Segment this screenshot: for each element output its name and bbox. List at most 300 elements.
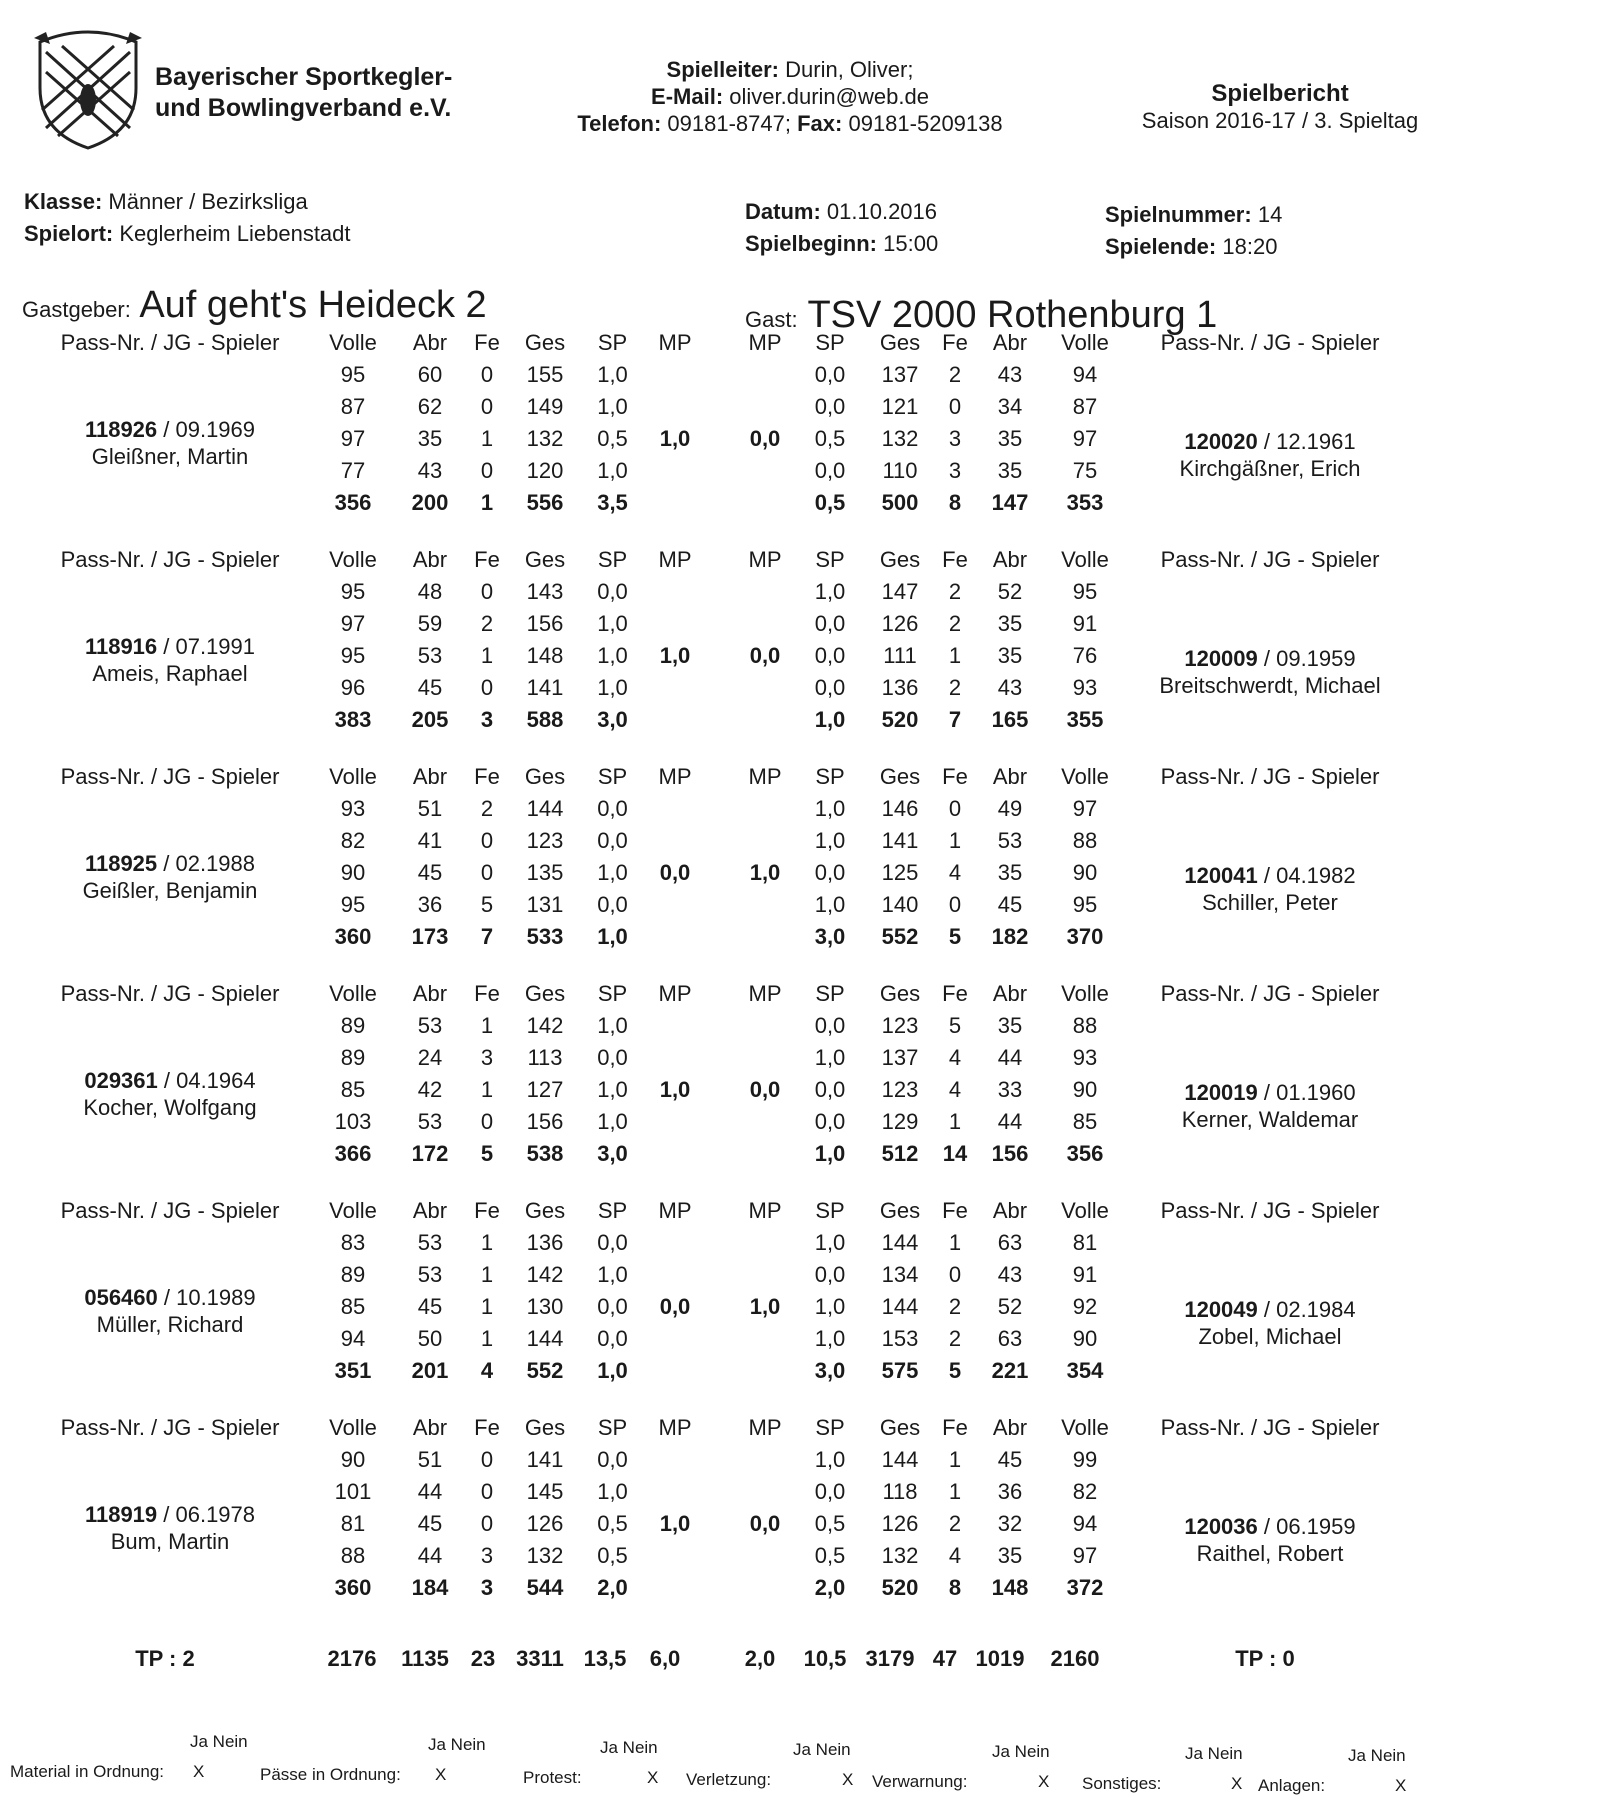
guest-fe-header: Fe (942, 1415, 968, 1440)
home-volle-value: 95 (340, 643, 366, 668)
home-sp-value: 1,0 (597, 1109, 628, 1134)
guest-fe-header: Fe (942, 1198, 968, 1223)
guest-sp-header: SP (815, 547, 845, 572)
guest-mp-value: 0,0 (749, 1077, 781, 1102)
home-abr-header: Abr (412, 1198, 448, 1223)
home-player-name: Bum, Martin (110, 1529, 230, 1554)
guest-mp-header: MP (748, 1198, 782, 1223)
lane-row (0, 1230, 1600, 1262)
guest-total-mp: 2,0 (744, 1646, 776, 1671)
home-volle-value: 95 (340, 579, 366, 604)
guest-player-name: Zobel, Michael (1198, 1324, 1342, 1349)
guest-abr-total: 148 (991, 1575, 1029, 1600)
guest-ges-value: 121 (881, 394, 919, 419)
footer-item-mark: X (193, 1762, 205, 1781)
footer-item-label: Material in Ordnung: (10, 1762, 165, 1781)
guest-abr-total: 156 (991, 1141, 1029, 1166)
home-volle-value: 101 (334, 1479, 372, 1504)
home-volle-value: 97 (340, 426, 366, 451)
guest-ges-total: 520 (881, 707, 919, 732)
guest-fe-header: Fe (942, 764, 968, 789)
guest-mp-value: 1,0 (749, 1294, 781, 1319)
beginn-label: Spielbeginn: (745, 231, 877, 256)
home-player (40, 1501, 300, 1555)
datum-label: Datum: (745, 199, 821, 224)
footer-item-label: Anlagen: (1258, 1776, 1326, 1795)
player-total-row (0, 1575, 1600, 1607)
home-sp-header: SP (597, 1198, 628, 1223)
guest-sp-value: 0,0 (814, 1109, 846, 1134)
home-ges-header: Ges (524, 1198, 566, 1223)
match-meta-right (1105, 199, 1282, 263)
guest-abr-value: 49 (997, 796, 1023, 821)
guest-volle-value: 88 (1072, 1013, 1098, 1038)
home-fe-value: 1 (480, 1077, 494, 1102)
home-sp-total: 3,0 (597, 1141, 628, 1166)
home-abr-value: 44 (417, 1543, 443, 1568)
guest-ges-total: 520 (881, 1575, 919, 1600)
guest-abr-value: 35 (997, 426, 1023, 451)
datum-value: 01.10.2016 (826, 199, 938, 224)
home-team-label: Gastgeber: (22, 297, 131, 322)
spielort-value: Keglerheim Liebenstadt (119, 221, 351, 246)
home-volle-value: 85 (340, 1077, 366, 1102)
guest-ges-value: 134 (881, 1262, 919, 1287)
column-header-row (0, 981, 1600, 1013)
guest-ges-value: 137 (881, 1045, 919, 1070)
home-sp-value: 1,0 (597, 643, 628, 668)
home-player-name: Kocher, Wolfgang (83, 1095, 257, 1120)
home-volle-value: 90 (340, 860, 366, 885)
home-fe-header: Fe (474, 981, 500, 1006)
guest-sp-header: SP (815, 764, 845, 789)
guest-fe-value: 0 (948, 892, 962, 917)
home-volle-header: Volle (329, 764, 377, 789)
home-sp-total: 1,0 (597, 924, 628, 949)
guest-sp-value: 0,0 (814, 1013, 846, 1038)
guest-abr-value: 44 (997, 1045, 1023, 1070)
spielleiter-value: Durin, Oliver; (785, 57, 914, 82)
match-meta-left (24, 186, 351, 250)
guest-sp-value: 0,0 (814, 1479, 846, 1504)
home-sp-header: SP (597, 330, 628, 355)
home-sp-total: 2,0 (597, 1575, 628, 1600)
footer-item-mark: X (1231, 1774, 1243, 1793)
guest-ges-value: 123 (881, 1077, 919, 1102)
home-abr-value: 51 (417, 796, 443, 821)
home-pass-number: 118919 (84, 1502, 158, 1527)
guest-player-id (1140, 862, 1400, 889)
guest-ges-value: 144 (881, 1447, 919, 1472)
guest-volle-value: 95 (1072, 892, 1098, 917)
footer-item-mark: X (435, 1765, 447, 1784)
guest-ges-header: Ges (879, 1198, 921, 1223)
home-volle-header: Volle (329, 547, 377, 572)
guest-fe-value: 4 (948, 1543, 962, 1568)
home-ges-header: Ges (524, 547, 566, 572)
org-line-1: Bayerischer Sportkegler- (155, 63, 453, 91)
guest-ges-value: 123 (881, 1013, 919, 1038)
beginn-value: 15:00 (883, 231, 939, 256)
guest-abr-total: 182 (991, 924, 1029, 949)
guest-sp-total: 3,0 (814, 1358, 846, 1383)
home-player (40, 633, 300, 687)
guest-fe-total: 14 (942, 1141, 968, 1166)
home-sp-value: 0,0 (597, 1045, 628, 1070)
guest-fe-header: Fe (942, 330, 968, 355)
home-birth-date: / 09.1969 (157, 417, 256, 442)
home-birth-date: / 10.1989 (157, 1285, 256, 1310)
home-mp-value: 0,0 (659, 860, 691, 885)
guest-player (1140, 645, 1400, 699)
guest-mp-header: MP (748, 981, 782, 1006)
home-abr-value: 51 (417, 1447, 443, 1472)
home-player (40, 416, 300, 470)
guest-fe-value: 2 (948, 1511, 962, 1536)
guest-abr-value: 45 (997, 892, 1023, 917)
guest-player (1140, 1513, 1400, 1567)
home-volle-total: 360 (334, 924, 372, 949)
home-abr-value: 44 (417, 1479, 443, 1504)
guest-volle-value: 93 (1072, 675, 1098, 700)
guest-sp-total: 1,0 (814, 707, 846, 732)
home-sp-value: 1,0 (597, 458, 628, 483)
home-fe-value: 2 (480, 611, 494, 636)
guest-sp-value: 0,0 (814, 675, 846, 700)
player-total-row (0, 924, 1600, 956)
guest-ges-total: 500 (881, 490, 919, 515)
home-volle-header: Volle (329, 330, 377, 355)
ja-nein-header: Ja Nein (600, 1738, 658, 1757)
guest-ges-value: 140 (881, 892, 919, 917)
home-total-abr: 1135 (401, 1646, 449, 1671)
home-volle-total: 351 (334, 1358, 372, 1383)
guest-abr-value: 53 (997, 828, 1023, 853)
guest-fe-value: 1 (948, 1479, 962, 1504)
guest-fe-value: 1 (948, 1447, 962, 1472)
home-sp-value: 0,0 (597, 1326, 628, 1351)
home-ges-value: 120 (526, 458, 564, 483)
home-fe-value: 2 (480, 796, 494, 821)
email-label: E-Mail: (651, 84, 724, 109)
home-ges-total: 538 (526, 1141, 564, 1166)
guest-fe-value: 1 (948, 643, 962, 668)
spielleiter-label: Spielleiter: (666, 57, 779, 82)
home-pass-number: 118916 (84, 634, 158, 659)
home-fe-header: Fe (474, 764, 500, 789)
home-birth-date: / 06.1978 (157, 1502, 256, 1527)
home-ges-value: 127 (526, 1077, 564, 1102)
home-abr-value: 53 (417, 1013, 443, 1038)
guest-ges-value: 144 (881, 1230, 919, 1255)
home-mp-value: 1,0 (659, 1077, 691, 1102)
guest-ges-value: 137 (881, 362, 919, 387)
home-ges-value: 144 (526, 1326, 564, 1351)
footer-item-label: Verletzung: (686, 1770, 772, 1789)
match-block (0, 981, 1600, 1191)
home-fe-value: 0 (480, 828, 494, 853)
home-fe-value: 0 (480, 1479, 494, 1504)
home-total-fe: 23 (470, 1646, 496, 1671)
guest-ges-value: 146 (881, 796, 919, 821)
home-abr-total: 201 (411, 1358, 449, 1383)
home-abr-value: 24 (417, 1045, 443, 1070)
home-sp-value: 0,0 (597, 1447, 628, 1472)
fax-label: Fax: (797, 111, 843, 136)
spielort-label: Spielort: (24, 221, 114, 246)
player-total-row (0, 490, 1600, 522)
home-ges-value: 132 (526, 426, 564, 451)
guest-abr-value: 52 (997, 579, 1023, 604)
home-player-name: Gleißner, Martin (91, 444, 249, 469)
guest-sp-header: SP (815, 1198, 845, 1223)
klasse-value: Männer / Bezirksliga (108, 189, 308, 214)
home-player-id (40, 633, 300, 660)
home-player-id (40, 416, 300, 443)
home-abr-total: 184 (411, 1575, 449, 1600)
guest-abr-value: 35 (997, 1013, 1023, 1038)
player-total-row (0, 707, 1600, 739)
home-fe-value: 1 (480, 1262, 494, 1287)
home-player-column-header: Pass-Nr. / JG - Spieler (60, 1415, 280, 1440)
guest-volle-total: 370 (1066, 924, 1104, 949)
home-abr-value: 43 (417, 458, 443, 483)
guest-abr-value: 35 (997, 643, 1023, 668)
home-ges-value: 113 (527, 1045, 563, 1070)
document-title: Spielbericht (1211, 80, 1349, 107)
home-fe-value: 0 (480, 579, 494, 604)
guest-fe-value: 2 (948, 362, 962, 387)
guest-abr-value: 43 (997, 1262, 1023, 1287)
guest-sp-value: 1,0 (814, 1230, 846, 1255)
home-abr-value: 48 (417, 579, 443, 604)
guest-ges-value: 118 (882, 1479, 918, 1504)
home-ges-total: 588 (526, 707, 564, 732)
home-abr-value: 60 (417, 362, 443, 387)
home-fe-header: Fe (474, 330, 500, 355)
guest-volle-value: 91 (1072, 611, 1098, 636)
guest-fe-value: 1 (948, 828, 962, 853)
guest-sp-value: 1,0 (814, 1326, 846, 1351)
home-fe-value: 0 (480, 394, 494, 419)
guest-sp-value: 1,0 (814, 828, 846, 853)
home-sp-value: 0,0 (597, 579, 628, 604)
home-ges-value: 130 (526, 1294, 564, 1319)
guest-volle-value: 85 (1072, 1109, 1098, 1134)
home-abr-value: 45 (417, 1294, 443, 1319)
home-abr-value: 41 (417, 828, 443, 853)
guest-sp-value: 0,0 (814, 1077, 846, 1102)
guest-abr-value: 43 (997, 362, 1023, 387)
guest-fe-value: 2 (948, 675, 962, 700)
guest-abr-value: 35 (997, 1543, 1023, 1568)
fax-value: 09181-5209138 (848, 111, 1003, 136)
home-sp-value: 1,0 (597, 1077, 628, 1102)
home-abr-value: 53 (417, 1262, 443, 1287)
guest-player-column-header: Pass-Nr. / JG - Spieler (1160, 981, 1380, 1006)
home-sp-header: SP (597, 1415, 628, 1440)
home-abr-header: Abr (412, 330, 448, 355)
home-abr-value: 36 (417, 892, 443, 917)
guest-pass-number: 120049 (1184, 1297, 1258, 1322)
guest-total-volle: 2160 (1050, 1646, 1100, 1671)
home-player-column-header: Pass-Nr. / JG - Spieler (60, 330, 280, 355)
home-fe-value: 1 (480, 1326, 494, 1351)
home-fe-total: 4 (480, 1358, 494, 1383)
home-abr-total: 200 (411, 490, 449, 515)
guest-volle-value: 94 (1072, 1511, 1098, 1536)
guest-sp-value: 1,0 (814, 1045, 846, 1070)
home-mp-header: MP (658, 764, 692, 789)
home-pass-number: 056460 (84, 1285, 158, 1310)
home-volle-value: 89 (340, 1262, 366, 1287)
guest-volle-value: 97 (1072, 1543, 1098, 1568)
guest-ges-value: 141 (881, 828, 919, 853)
home-fe-value: 0 (480, 860, 494, 885)
player-total-row (0, 1358, 1600, 1390)
guest-volle-value: 81 (1072, 1230, 1098, 1255)
home-fe-total: 1 (480, 490, 494, 515)
home-abr-header: Abr (412, 764, 448, 789)
guest-abr-value: 35 (997, 611, 1023, 636)
home-volle-total: 360 (334, 1575, 372, 1600)
column-header-row (0, 330, 1600, 362)
home-abr-value: 59 (417, 611, 443, 636)
home-fe-value: 0 (480, 458, 494, 483)
home-ges-total: 544 (526, 1575, 564, 1600)
guest-abr-value: 32 (997, 1511, 1023, 1536)
home-fe-total: 5 (480, 1141, 494, 1166)
lane-row (0, 1013, 1600, 1045)
guest-volle-value: 75 (1072, 458, 1098, 483)
guest-sp-value: 0,0 (814, 1262, 846, 1287)
lane-row (0, 796, 1600, 828)
guest-mp-value: 0,0 (749, 643, 781, 668)
guest-ges-value: 129 (881, 1109, 919, 1134)
guest-sp-value: 1,0 (814, 796, 846, 821)
home-player (40, 1067, 300, 1121)
home-fe-value: 3 (480, 1543, 494, 1568)
home-sp-value: 1,0 (597, 1479, 628, 1504)
guest-ges-value: 144 (881, 1294, 919, 1319)
guest-fe-value: 2 (948, 579, 962, 604)
home-volle-header: Volle (329, 1198, 377, 1223)
home-player-name: Ameis, Raphael (92, 661, 248, 686)
guest-pass-number: 120041 (1184, 863, 1258, 888)
guest-team-name: TSV 2000 Rothenburg 1 (807, 294, 1218, 336)
home-sp-value: 1,0 (597, 1262, 628, 1287)
home-fe-value: 1 (480, 1013, 494, 1038)
home-abr-value: 45 (417, 675, 443, 700)
lane-row (0, 1447, 1600, 1479)
home-abr-header: Abr (412, 1415, 448, 1440)
guest-volle-value: 76 (1072, 643, 1098, 668)
home-volle-value: 90 (340, 1447, 366, 1472)
home-fe-header: Fe (474, 1415, 500, 1440)
guest-fe-value: 2 (948, 1294, 962, 1319)
guest-sp-total: 2,0 (814, 1575, 846, 1600)
guest-total-sp: 10,5 (803, 1646, 847, 1671)
home-pass-number: 118925 (84, 851, 158, 876)
guest-total-ges: 3179 (865, 1646, 915, 1671)
organization-name (155, 62, 452, 124)
home-total-sp: 13,5 (583, 1646, 627, 1671)
ja-nein-header: Ja Nein (1185, 1744, 1243, 1763)
guest-birth-date: / 02.1984 (1257, 1297, 1356, 1322)
guest-total-abr: 1019 (975, 1646, 1025, 1671)
guest-fe-total: 7 (948, 707, 962, 732)
guest-mp-value: 1,0 (749, 860, 781, 885)
footer-item-label: Protest: (523, 1768, 582, 1787)
guest-ges-total: 575 (881, 1358, 919, 1383)
ende-label: Spielende: (1105, 234, 1217, 259)
telefon-label: Telefon: (577, 111, 662, 136)
home-player-id (40, 1284, 300, 1311)
home-volle-value: 103 (334, 1109, 372, 1134)
guest-sp-total: 1,0 (814, 1141, 846, 1166)
guest-ges-header: Ges (879, 764, 921, 789)
home-volle-value: 96 (340, 675, 366, 700)
season-info: Saison 2016-17 / 3. Spieltag (1141, 108, 1419, 133)
guest-birth-date: / 01.1960 (1257, 1080, 1356, 1105)
home-abr-value: 45 (417, 1511, 443, 1536)
home-mp-header: MP (658, 1415, 692, 1440)
guest-pass-number: 120036 (1184, 1514, 1258, 1539)
home-volle-value: 95 (340, 892, 366, 917)
guest-player-id (1140, 1079, 1400, 1106)
home-fe-value: 1 (480, 643, 494, 668)
home-player (40, 850, 300, 904)
home-abr-value: 53 (417, 1230, 443, 1255)
home-team (22, 284, 487, 327)
guest-player-id (1140, 1296, 1400, 1323)
home-birth-date: / 02.1988 (157, 851, 256, 876)
guest-pass-number: 120019 (1184, 1080, 1258, 1105)
guest-abr-header: Abr (992, 547, 1028, 572)
guest-mp-header: MP (748, 330, 782, 355)
guest-ges-header: Ges (879, 1415, 921, 1440)
guest-abr-value: 45 (997, 1447, 1023, 1472)
guest-fe-value: 0 (948, 394, 962, 419)
home-ges-value: 132 (526, 1543, 564, 1568)
home-sp-value: 0,5 (597, 426, 628, 451)
guest-player-column-header: Pass-Nr. / JG - Spieler (1160, 330, 1380, 355)
home-abr-header: Abr (412, 547, 448, 572)
home-abr-total: 205 (411, 707, 449, 732)
guest-fe-value: 2 (948, 611, 962, 636)
guest-fe-total: 5 (948, 924, 962, 949)
column-header-row (0, 547, 1600, 579)
guest-ges-header: Ges (879, 981, 921, 1006)
guest-abr-header: Abr (992, 330, 1028, 355)
home-abr-total: 172 (411, 1141, 449, 1166)
home-sp-value: 1,0 (597, 1013, 628, 1038)
guest-fe-value: 4 (948, 1045, 962, 1070)
home-ges-value: 141 (526, 1447, 564, 1472)
guest-volle-total: 354 (1066, 1358, 1104, 1383)
home-ges-value: 143 (526, 579, 564, 604)
guest-birth-date: / 12.1961 (1257, 429, 1356, 454)
guest-fe-value: 1 (948, 1109, 962, 1134)
guest-volle-value: 87 (1072, 394, 1098, 419)
home-mp-value: 1,0 (659, 1511, 691, 1536)
footer-item-mark: X (1038, 1772, 1050, 1791)
footer-item-mark: X (1395, 1776, 1407, 1795)
guest-sp-value: 0,0 (814, 362, 846, 387)
home-volle-total: 383 (334, 707, 372, 732)
guest-ges-header: Ges (879, 330, 921, 355)
home-volle-value: 97 (340, 611, 366, 636)
